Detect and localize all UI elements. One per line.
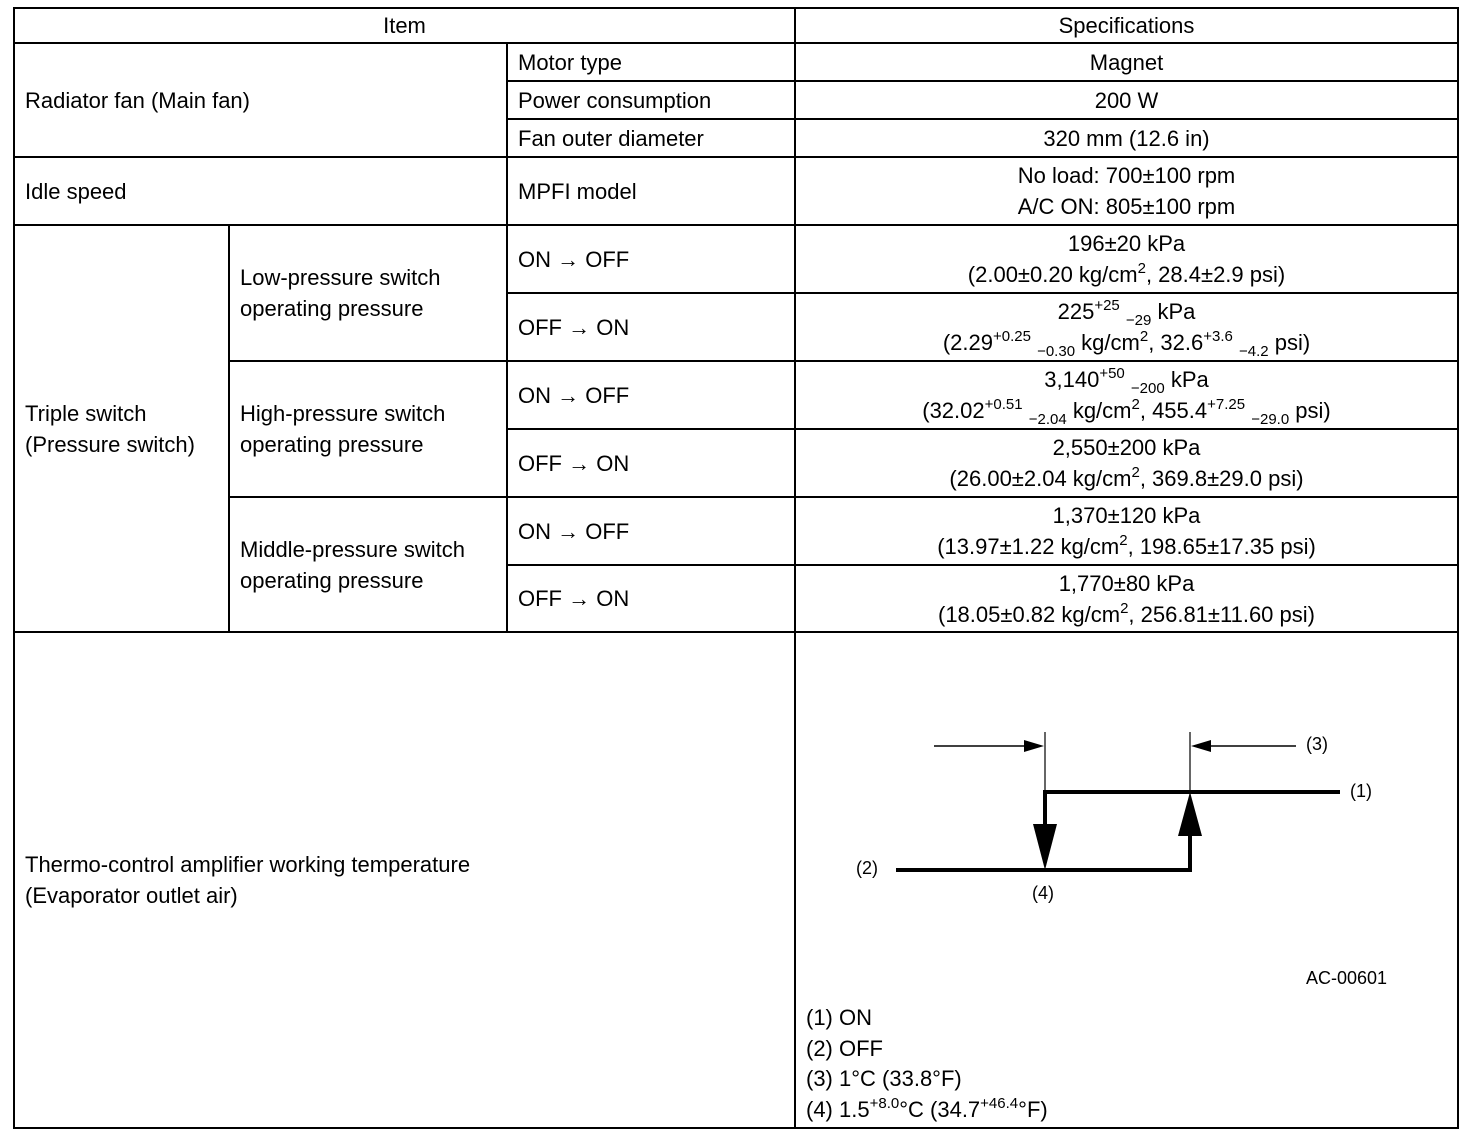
low-pressure-switch-label: Low-pressure switch operating pressure [240,265,441,321]
legend-off: (2) OFF [806,1035,883,1061]
legend-temperature: (4) $1.5^{+8.0}^\circ C$ $(34.7^{+46.4}^\circ F)$ [806,1094,1048,1122]
header-item: Item [383,13,426,38]
triple-switch-label: Triple switch (Pressure switch) [25,400,195,457]
legend-hysteresis: (3) 1°C (33.8°F) [806,1066,962,1091]
diagram-callout-2: (2) [856,858,878,878]
middle-off-on-param: OFF → ON [518,586,630,611]
low-on-off-spec: 196±20 kPa (2.00±0.20 $kg/cm^2$, 28.4±2.9 psi) [967,231,1286,287]
diagram-callout-4: (4) [1032,883,1054,903]
high-on-off-param: ON → OFF [518,382,630,408]
header-specifications: Specifications [1058,13,1195,38]
middle-off-on-spec: 1,770±80 kPa (18.05±0.82 $kg/cm^2$, 256.81±11.60 psi) [938,570,1315,627]
high-off-on-spec: 2,550±200 kPa (26.00±2.04 $kg/cm^2$, 369.8±29.0 psi) [949,435,1304,491]
fan-diameter-spec: 320 mm (12.6 in) [1043,125,1210,151]
fan-diameter-param: Fan outer diameter [518,125,704,151]
high-off-on-param: OFF → ON [518,450,630,476]
diagram-callout-3: (3) [1306,734,1328,754]
idle-no-load: No load: 700±100 rpm [1017,163,1236,188]
motor-type-param: Motor type [518,49,622,75]
diagram-legend [806,1003,1406,1127]
diagram-dimension-arrow-left [1024,740,1044,752]
mpfi-model-param: MPFI model [518,178,637,204]
idle-ac-on: A/C ON: 805±100 rpm [1017,194,1236,219]
diagram-callout-1: (1) [1350,781,1372,801]
idle-speed-label: Idle speed [25,178,127,204]
low-off-on-param: OFF → ON [518,314,630,340]
legend-on: (1) ON [806,1005,872,1030]
radiator-fan-label: Radiator fan (Main fan) [25,87,250,113]
motor-type-spec: Magnet [1089,49,1164,75]
middle-on-off-param: ON → OFF [518,518,630,544]
diagram-dimension-arrow-right [1191,740,1211,752]
high-pressure-switch-label: High-pressure switch operating pressure [240,401,446,457]
middle-on-off-spec: 1,370±120 kPa (13.97±1.22 $kg/cm^2$, 198.65±17.35 psi) [937,503,1316,559]
low-on-off-param: ON → OFF [518,246,630,272]
thermo-control-label: Thermo-control amplifier working temperature (Evaporator outlet air) [25,852,471,908]
diagram-down-arrow [1033,824,1057,870]
diagram-figure-id: AC-00601 [1306,968,1388,988]
diagram-up-arrow [1178,792,1202,836]
power-consumption-param: Power consumption [518,87,712,113]
low-off-on-spec: $225^{+25}$ $_{-29}$ kPa ($2.29^{+0.25}$ $_{-0.30}$ $kg/cm^2$, $32.6^{+3.6}$ $_{-4.2}$ psi) [942,297,1311,360]
power-consumption-spec: 200 W [1094,87,1159,113]
high-on-off-spec: $3,140^{+50}$ $_{-200}$ kPa ($32.02^{+0.51}$ $_{-2.04}$ $kg/cm^2$, $455.4^{+7.25}$ $_{-29.0}$ psi) [922,365,1331,428]
middle-pressure-switch-label: Middle-pressure switch operating pressure [240,536,465,593]
